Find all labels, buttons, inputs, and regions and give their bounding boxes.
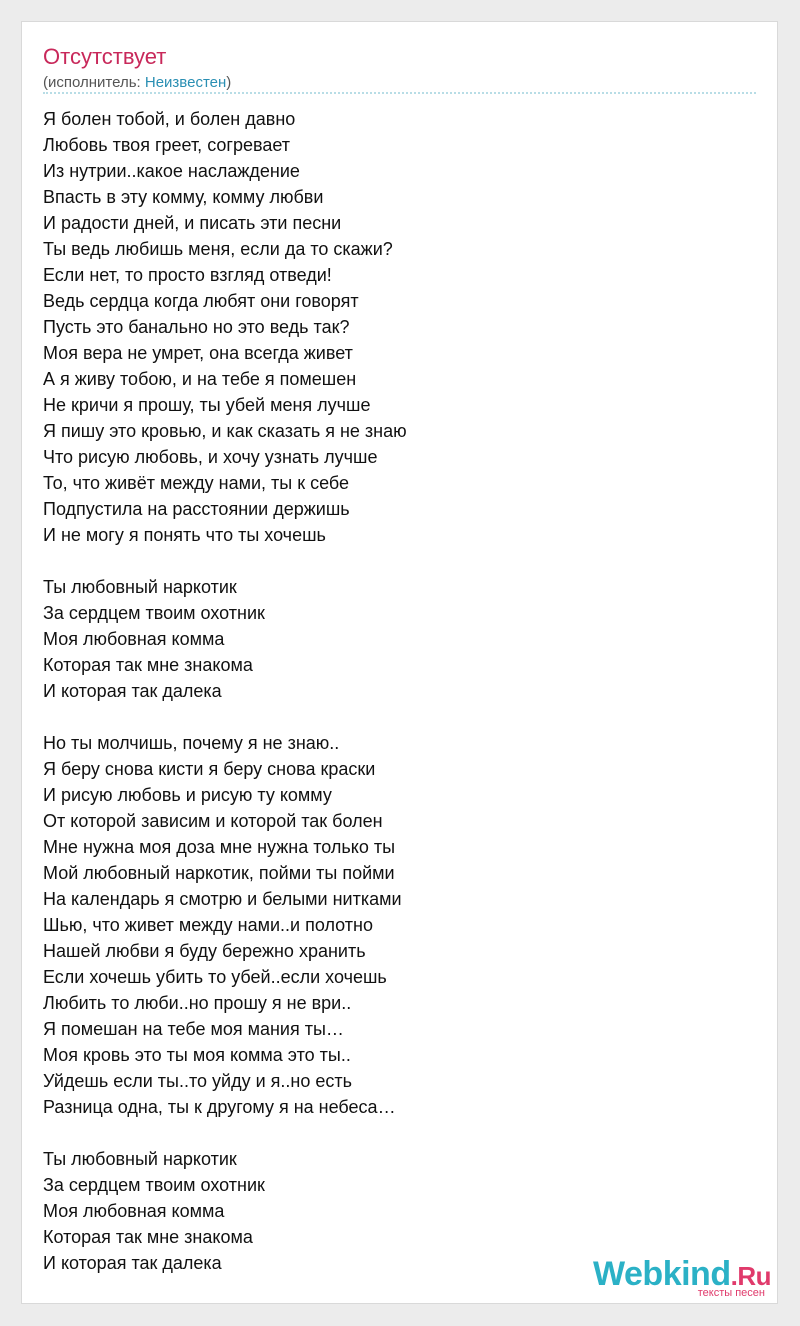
lyrics-line: То, что живёт между нами, ты к себе — [43, 473, 350, 493]
lyrics-line: Которая так мне знакома — [43, 655, 253, 675]
lyrics-line: Любить то люби..но прошу я не ври.. — [43, 993, 352, 1013]
lyrics-verse — [43, 574, 407, 704]
lyrics-line: И рисую любовь и рисую ту комму — [43, 785, 332, 805]
lyrics-line: Я беру снова кисти я беру снова краски — [43, 759, 376, 779]
lyrics-line: И радости дней, и писать эти песни — [43, 213, 342, 233]
lyrics-line: Я болен тобой, и болен давно — [43, 109, 296, 129]
logo-brand-dot: . — [730, 1261, 738, 1291]
lyrics-line: Что рисую любовь, и хочу узнать лучше — [43, 447, 378, 467]
lyrics-line: Моя кровь это ты моя комма это ты.. — [43, 1045, 351, 1065]
logo-tagline: тексты песен — [697, 1287, 765, 1299]
lyrics-line: Моя любовная комма — [43, 629, 225, 649]
lyrics-line: Мой любовный наркотик, пойми ты пойми — [43, 863, 395, 883]
lyrics-line: Моя любовная комма — [43, 1201, 225, 1221]
lyrics-text — [43, 106, 407, 1276]
lyrics-line: Мне нужна моя доза мне нужна только ты — [43, 837, 396, 857]
lyrics-line: На календарь я смотрю и белыми нитками — [43, 889, 402, 909]
lyrics-line: Ты ведь любишь меня, если да то скажи? — [43, 239, 393, 259]
lyrics-line: Моя вера не умрет, она всегда живет — [43, 343, 353, 363]
lyrics-line: За сердцем твоим охотник — [43, 603, 265, 623]
title-divider — [43, 92, 756, 94]
lyrics-line: И не могу я понять что ты хочешь — [43, 525, 326, 545]
lyrics-line: Любовь твоя греет, согревает — [43, 135, 291, 155]
lyrics-line: Нашей любви я буду бережно хранить — [43, 941, 366, 961]
lyrics-line: Я помешан на тебе моя мания ты… — [43, 1019, 344, 1039]
lyrics-line: Если хочешь убить то убей..если хочешь — [43, 967, 387, 987]
lyrics-verse — [43, 106, 407, 548]
logo-brand-tld: Ru — [737, 1261, 771, 1291]
lyrics-line: И которая так далека — [43, 1253, 222, 1273]
lyrics-line: Я пишу это кровью, и как сказать я не знаю — [43, 421, 407, 441]
lyrics-line: Ты любовный наркотик — [43, 1149, 237, 1169]
lyrics-line: За сердцем твоим охотник — [43, 1175, 265, 1195]
lyrics-line: Но ты молчишь, почему я не знаю.. — [43, 733, 340, 753]
artist-line — [43, 73, 231, 93]
artist-prefix: (исполнитель: — [43, 74, 145, 91]
logo-brand-main: Webkind — [593, 1255, 731, 1293]
lyrics-line: Шью, что живет между нами..и полотно — [43, 915, 373, 935]
lyrics-line: Если нет, то просто взгляд отведи! — [43, 265, 332, 285]
artist-suffix: ) — [226, 74, 232, 91]
site-watermark[interactable] — [593, 1256, 771, 1299]
lyrics-line: Подпустила на расстоянии держишь — [43, 499, 350, 519]
lyrics-verse — [43, 730, 407, 1120]
lyrics-line: И которая так далека — [43, 681, 222, 701]
lyrics-line: Уйдешь если ты..то уйду и я..но есть — [43, 1071, 352, 1091]
lyrics-line: Ведь сердца когда любят они говорят — [43, 291, 359, 311]
song-title: Отсутствует — [43, 44, 167, 69]
lyrics-line: Которая так мне знакома — [43, 1227, 253, 1247]
lyrics-line: Впасть в эту комму, комму любви — [43, 187, 324, 207]
lyrics-line: А я живу тобою, и на тебе я помешен — [43, 369, 357, 389]
lyrics-line: Разница одна, ты к другому я на небеса… — [43, 1097, 396, 1117]
lyrics-line: Ты любовный наркотик — [43, 577, 237, 597]
lyrics-line: От которой зависим и которой так болен — [43, 811, 383, 831]
lyrics-verse — [43, 1146, 407, 1276]
lyrics-line: Пусть это банально но это ведь так? — [43, 317, 350, 337]
artist-link[interactable]: Неизвестен — [144, 74, 227, 91]
lyrics-line: Не кричи я прошу, ты убей меня лучше — [43, 395, 371, 415]
lyrics-line: Из нутрии..какое наслаждение — [43, 161, 300, 181]
lyrics-card — [21, 21, 778, 1304]
